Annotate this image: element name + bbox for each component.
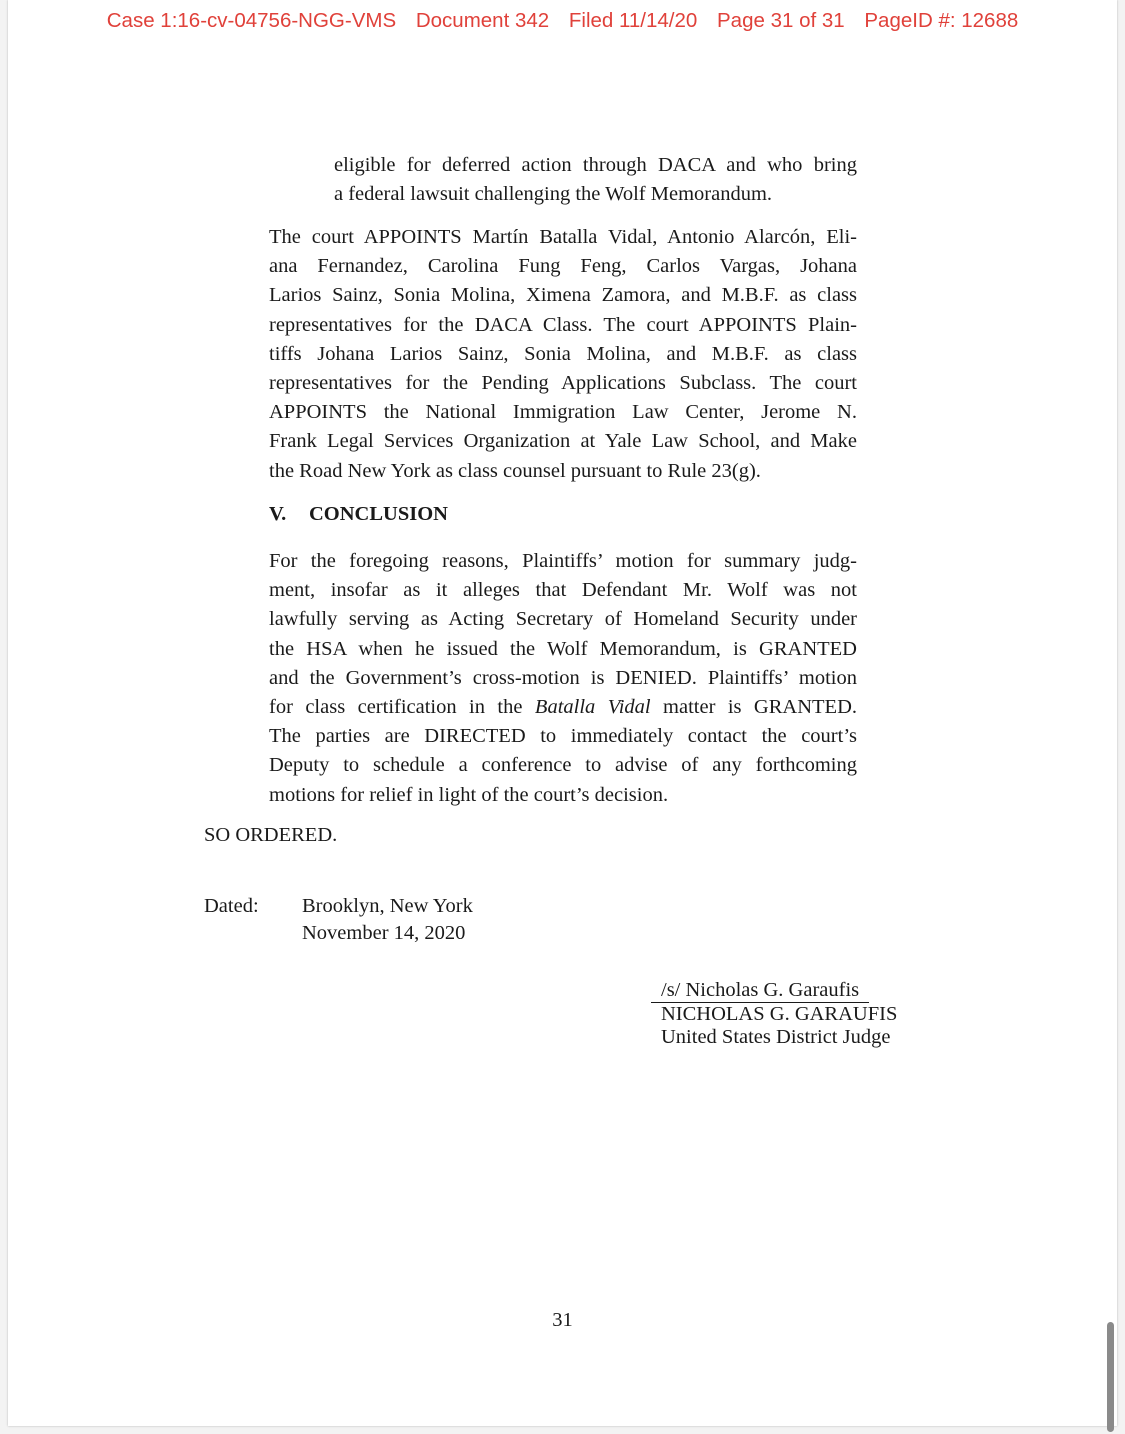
text-line: eligible for deferred action through DACA and who bring — [334, 154, 857, 176]
page-number: 31 — [552, 1309, 573, 1331]
dated-place: Brooklyn, New York — [302, 895, 473, 917]
signature-block — [661, 979, 897, 1049]
page-id: PageID #: 12688 — [864, 9, 1019, 32]
text-line: ana Fernandez, Carolina Fung Feng, Carlos Vargas, Johana — [269, 255, 857, 278]
text-line: Frank Legal Services Organization at Yale Law School, and Make — [269, 430, 857, 453]
text-line — [269, 693, 857, 722]
judge-name: NICHOLAS G. GARAUFIS — [661, 1003, 898, 1025]
text-line: lawfully serving as Acting Secretary of Homeland Security under — [269, 608, 857, 631]
so-ordered: SO ORDERED. — [204, 824, 338, 846]
text-line: tiffs Johana Larios Sainz, Sonia Molina, and M.B.F. as class — [269, 342, 857, 365]
text-line: ment, insofar as it alleges that Defendant Mr. Wolf was not — [269, 579, 857, 602]
signature-line: /s/ Nicholas G. Garaufis — [651, 979, 869, 1003]
case-number: Case 1:16-cv-04756-NGG-VMS — [106, 9, 397, 32]
appointment-paragraph — [269, 223, 857, 486]
text-line: the Road New York as class counsel pursuant to Rule 23(g). — [269, 459, 761, 482]
filed-date: Filed 11/14/20 — [568, 9, 698, 32]
vertical-scrollbar[interactable] — [1107, 1322, 1114, 1432]
dated-date: November 14, 2020 — [302, 922, 466, 944]
dated-label: Dated: — [204, 895, 259, 917]
text-line: motions for relief in light of the court’s decision. — [269, 783, 669, 806]
text-line: and the Government’s cross-motion is DENIED. Plaintiffs’ motion — [269, 666, 857, 689]
text-line: APPOINTS the National Immigration Law Center, Jerome N. — [269, 401, 857, 424]
document-number: Document 342 — [415, 9, 550, 32]
court-filing-header — [8, 9, 1117, 33]
section-title: CONCLUSION — [309, 503, 448, 525]
text-line: The court APPOINTS Martín Batalla Vidal, Antonio Alarcón, Eli- — [269, 226, 857, 248]
text-line: a federal lawsuit challenging the Wolf Memorandum. — [334, 183, 773, 206]
text-fragment: matter is GRANTED. — [663, 696, 857, 719]
section-number: V. — [269, 503, 287, 525]
text-line: representatives for the Pending Applications Subclass. The court — [269, 372, 857, 395]
continued-definition-fragment — [334, 151, 857, 209]
conclusion-paragraph — [269, 547, 857, 810]
text-line: Deputy to schedule a conference to advise of any forthcoming — [269, 754, 857, 777]
case-name-italic: Batalla Vidal — [534, 696, 651, 719]
judge-title: United States District Judge — [661, 1026, 891, 1048]
section-heading — [269, 503, 448, 526]
text-line: The parties are DIRECTED to immediately contact the court’s — [269, 725, 857, 748]
text-line: representatives for the DACA Class. The court APPOINTS Plain- — [269, 313, 857, 336]
text-line: Larios Sainz, Sonia Molina, Ximena Zamora, and M.B.F. as class — [269, 284, 857, 307]
page-count: Page 31 of 31 — [717, 9, 845, 32]
text-line: the HSA when he issued the Wolf Memorandum, is GRANTED — [269, 637, 857, 660]
text-fragment: for class certification in the — [269, 696, 523, 719]
text-line: For the foregoing reasons, Plaintiffs’ motion for summary judg- — [269, 550, 857, 572]
